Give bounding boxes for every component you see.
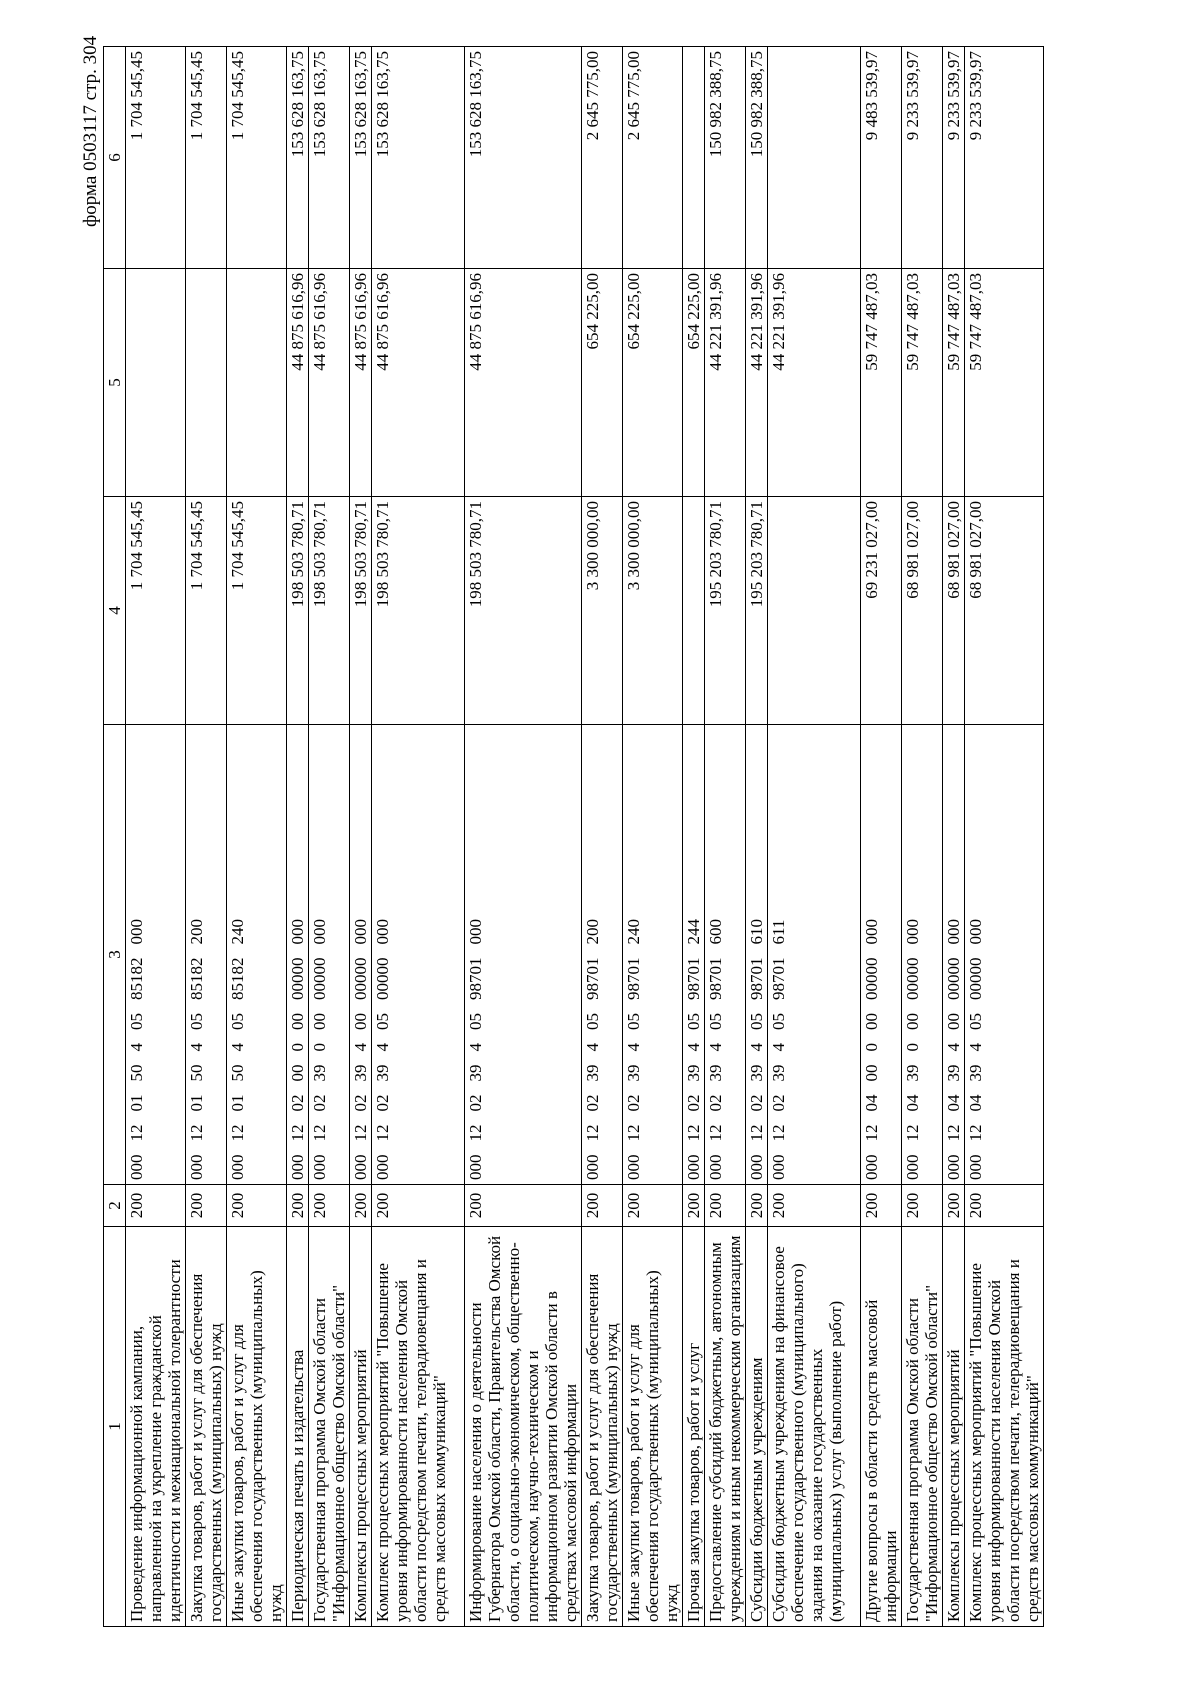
line-code-cell: 200 <box>309 1185 350 1227</box>
executed-amount-cell: 59 747 487,03 <box>902 269 943 497</box>
budget-code-cell <box>943 725 965 1185</box>
row-name: Комплекс процессных мероприятий "Повышение уровня информированности населения Омской области посредством печати, телерадиовещания и средств массовых коммуникаций" <box>966 1259 1042 1622</box>
code-segment: 4 <box>684 1043 703 1052</box>
executed-amount-cell: 44 875 616,96 <box>287 269 309 497</box>
code-segment: 00000 <box>288 957 307 1000</box>
row-name-cell <box>683 1227 705 1627</box>
code-segment: 000 <box>684 1154 703 1180</box>
code-segment: 39 <box>466 1064 485 1082</box>
header-cell: 5 <box>104 269 126 497</box>
code-segment: 05 <box>583 1013 602 1030</box>
line-code-cell: 200 <box>902 1185 943 1227</box>
code-segment: 00 <box>944 1013 963 1030</box>
code-segment: 02 <box>769 1094 788 1112</box>
line-code-cell: 200 <box>126 1185 186 1227</box>
budget-code-cell <box>683 725 705 1185</box>
code-segment: 04 <box>966 1094 985 1112</box>
unexecuted-amount-cell: 153 628 163,75 <box>372 47 465 269</box>
code-segment: 02 <box>351 1094 370 1112</box>
code-segment: 04 <box>944 1094 963 1112</box>
header-cell: 6 <box>104 47 126 269</box>
code-segment: 000 <box>466 919 485 945</box>
code-segment: 4 <box>228 1043 247 1052</box>
budget-code-cell <box>623 725 683 1185</box>
code-segment: 50 <box>127 1064 146 1082</box>
unexecuted-amount-cell: 1 704 545,45 <box>227 47 287 269</box>
code-segment: 39 <box>373 1064 392 1082</box>
code-segment: 05 <box>127 1013 146 1030</box>
approved-amount-cell <box>683 497 705 725</box>
executed-amount-cell: 44 221 391,96 <box>746 269 768 497</box>
code-segment: 4 <box>351 1043 370 1052</box>
line-code-cell: 200 <box>705 1185 746 1227</box>
code-segment: 02 <box>684 1094 703 1112</box>
executed-amount-cell: 44 875 616,96 <box>350 269 372 497</box>
code-segment: 000 <box>288 919 307 945</box>
approved-amount-cell: 198 503 780,71 <box>350 497 372 725</box>
code-segment: 4 <box>706 1043 725 1052</box>
code-segment: 00 <box>903 1013 922 1030</box>
code-segment: 000 <box>466 1154 485 1180</box>
code-segment: 50 <box>187 1064 206 1082</box>
code-segment: 04 <box>903 1094 922 1112</box>
code-segment: 00 <box>862 1064 881 1082</box>
line-code-cell: 200 <box>683 1185 705 1227</box>
code-segment: 000 <box>862 919 881 945</box>
row-name: Государственная программа Омской области "Информационное общество Омской области" <box>903 1284 941 1622</box>
code-segment: 000 <box>747 1154 766 1180</box>
code-segment: 000 <box>310 1154 329 1180</box>
code-segment: 600 <box>706 919 725 945</box>
unexecuted-amount-cell: 2 645 775,00 <box>623 47 683 269</box>
row-name: Субсидии бюджетным учреждениям на финансовое обеспечение государственного (муниципального) задания на оказание государственных (муниципальных) услуг (выполнение работ) <box>769 1246 845 1622</box>
code-segment: 05 <box>624 1013 643 1030</box>
approved-amount-cell: 68 981 027,00 <box>902 497 943 725</box>
code-segment: 000 <box>769 1154 788 1180</box>
table-row <box>372 47 465 1627</box>
form-reference: форма 0503117 стр. 304 <box>80 35 101 227</box>
approved-amount-cell <box>768 497 861 725</box>
approved-amount-cell: 195 203 780,71 <box>746 497 768 725</box>
code-segment: 12 <box>583 1124 602 1142</box>
code-segment: 12 <box>351 1124 370 1142</box>
row-name: Субсидии бюджетным учреждениям <box>747 1357 766 1622</box>
code-segment: 12 <box>466 1124 485 1142</box>
code-segment: 00000 <box>310 957 329 1000</box>
code-segment: 39 <box>351 1064 370 1082</box>
code-segment: 05 <box>769 1013 788 1030</box>
row-name-cell <box>465 1227 582 1627</box>
code-segment: 12 <box>944 1124 963 1142</box>
code-segment: 000 <box>127 919 146 945</box>
approved-amount-cell: 3 300 000,00 <box>623 497 683 725</box>
approved-amount-cell: 198 503 780,71 <box>287 497 309 725</box>
table-row <box>582 47 623 1627</box>
row-name-cell <box>582 1227 623 1627</box>
code-segment: 05 <box>466 1013 485 1030</box>
code-segment: 01 <box>187 1094 206 1112</box>
code-segment: 0 <box>288 1043 307 1052</box>
code-segment: 00000 <box>966 957 985 1000</box>
code-segment: 000 <box>373 1154 392 1180</box>
executed-amount-cell: 654 225,00 <box>683 269 705 497</box>
code-segment: 00000 <box>944 957 963 1000</box>
code-segment: 05 <box>966 1013 985 1030</box>
code-segment: 85182 <box>187 957 206 1000</box>
code-segment: 98701 <box>466 957 485 1000</box>
code-segment: 39 <box>769 1064 788 1082</box>
row-name: Другие вопросы в области средств массовой информации <box>862 1299 900 1622</box>
code-segment: 39 <box>310 1064 329 1082</box>
code-segment: 000 <box>624 1154 643 1180</box>
executed-amount-cell: 59 747 487,03 <box>965 269 1044 497</box>
budget-code-cell <box>902 725 943 1185</box>
code-segment: 0 <box>903 1043 922 1052</box>
code-segment: 12 <box>228 1124 247 1142</box>
budget-code-cell <box>227 725 287 1185</box>
code-segment: 02 <box>466 1094 485 1112</box>
code-segment: 4 <box>373 1043 392 1052</box>
code-segment: 02 <box>288 1094 307 1112</box>
code-segment: 4 <box>187 1043 206 1052</box>
line-code-cell: 200 <box>350 1185 372 1227</box>
code-segment: 05 <box>706 1013 725 1030</box>
row-name: Прочая закупка товаров, работ и услуг <box>684 1342 703 1622</box>
code-segment: 00 <box>288 1064 307 1082</box>
code-segment: 50 <box>228 1064 247 1082</box>
code-segment: 85182 <box>127 957 146 1000</box>
code-segment: 000 <box>228 1154 247 1180</box>
approved-amount-cell: 1 704 545,45 <box>227 497 287 725</box>
code-segment: 39 <box>747 1064 766 1082</box>
code-segment: 05 <box>684 1013 703 1030</box>
unexecuted-amount-cell: 153 628 163,75 <box>465 47 582 269</box>
code-segment: 12 <box>187 1124 206 1142</box>
code-segment: 000 <box>373 919 392 945</box>
approved-amount-cell: 198 503 780,71 <box>309 497 350 725</box>
unexecuted-amount-cell: 1 704 545,45 <box>186 47 227 269</box>
code-segment: 98701 <box>706 957 725 1000</box>
executed-amount-cell: 59 747 487,03 <box>943 269 965 497</box>
approved-amount-cell: 195 203 780,71 <box>705 497 746 725</box>
approved-amount-cell: 198 503 780,71 <box>372 497 465 725</box>
header-cell: 3 <box>104 725 126 1185</box>
line-code-cell: 200 <box>746 1185 768 1227</box>
executed-amount-cell: 44 221 391,96 <box>705 269 746 497</box>
executed-amount-cell <box>126 269 186 497</box>
code-segment: 85182 <box>228 957 247 1000</box>
approved-amount-cell: 3 300 000,00 <box>582 497 623 725</box>
code-segment: 12 <box>706 1124 725 1142</box>
budget-code-cell <box>861 725 902 1185</box>
table-row <box>965 47 1044 1627</box>
budget-code-cell <box>287 725 309 1185</box>
budget-code-cell <box>126 725 186 1185</box>
row-name-cell <box>943 1227 965 1627</box>
executed-amount-cell: 654 225,00 <box>582 269 623 497</box>
code-segment: 000 <box>903 1154 922 1180</box>
row-name-cell <box>287 1227 309 1627</box>
line-code-cell: 200 <box>768 1185 861 1227</box>
code-segment: 200 <box>583 919 602 945</box>
code-segment: 02 <box>624 1094 643 1112</box>
code-segment: 39 <box>966 1064 985 1082</box>
code-segment: 12 <box>310 1124 329 1142</box>
code-segment: 05 <box>187 1013 206 1030</box>
row-name: Закупка товаров, работ и услуг для обеспечения государственных (муниципальных) нужд <box>187 1273 225 1622</box>
code-segment: 39 <box>624 1064 643 1082</box>
code-segment: 00 <box>862 1013 881 1030</box>
line-code-cell: 200 <box>186 1185 227 1227</box>
unexecuted-amount-cell: 150 982 388,75 <box>705 47 746 269</box>
code-segment: 02 <box>310 1094 329 1112</box>
row-name: Проведение информационной кампании, направленной на укрепление гражданской идентичности и межнациональной толерантности <box>127 1259 184 1622</box>
code-segment: 01 <box>127 1094 146 1112</box>
code-segment: 000 <box>583 1154 602 1180</box>
unexecuted-amount-cell <box>683 47 705 269</box>
code-segment: 02 <box>373 1094 392 1112</box>
budget-code-cell <box>350 725 372 1185</box>
code-segment: 000 <box>351 1154 370 1180</box>
header-cell: 4 <box>104 497 126 725</box>
code-segment: 39 <box>944 1064 963 1082</box>
code-segment: 00 <box>288 1013 307 1030</box>
code-segment: 98701 <box>769 957 788 1000</box>
code-segment: 12 <box>903 1124 922 1142</box>
code-segment: 98701 <box>624 957 643 1000</box>
code-segment: 12 <box>966 1124 985 1142</box>
table-row <box>126 47 186 1627</box>
budget-code-cell <box>746 725 768 1185</box>
unexecuted-amount-cell: 9 483 539,97 <box>861 47 902 269</box>
table-row <box>746 47 768 1627</box>
executed-amount-cell: 44 875 616,96 <box>372 269 465 497</box>
code-segment: 000 <box>706 1154 725 1180</box>
code-segment: 000 <box>127 1154 146 1180</box>
code-segment: 4 <box>127 1043 146 1052</box>
header-cell: 1 <box>104 1227 126 1627</box>
line-code-cell: 200 <box>287 1185 309 1227</box>
row-name: Закупка товаров, работ и услуг для обеспечения государственных (муниципальных) нужд <box>583 1273 621 1622</box>
unexecuted-amount-cell: 2 645 775,00 <box>582 47 623 269</box>
code-segment: 12 <box>862 1124 881 1142</box>
unexecuted-amount-cell: 1 704 545,45 <box>126 47 186 269</box>
code-segment: 000 <box>966 919 985 945</box>
code-segment: 12 <box>684 1124 703 1142</box>
code-segment: 39 <box>706 1064 725 1082</box>
row-name-cell <box>623 1227 683 1627</box>
row-name-cell <box>768 1227 861 1627</box>
executed-amount-cell <box>227 269 287 497</box>
code-segment: 000 <box>903 919 922 945</box>
code-segment: 4 <box>624 1043 643 1052</box>
unexecuted-amount-cell: 153 628 163,75 <box>350 47 372 269</box>
unexecuted-amount-cell: 9 233 539,97 <box>965 47 1044 269</box>
table-row <box>350 47 372 1627</box>
code-segment: 04 <box>862 1094 881 1112</box>
code-segment: 000 <box>310 919 329 945</box>
code-segment: 000 <box>862 1154 881 1180</box>
budget-code-cell <box>582 725 623 1185</box>
budget-code-cell <box>465 725 582 1185</box>
code-segment: 12 <box>624 1124 643 1142</box>
line-code-cell: 200 <box>582 1185 623 1227</box>
row-name: Комплексы процессных мероприятий <box>944 1349 963 1622</box>
code-segment: 240 <box>228 919 247 945</box>
table-row <box>227 47 287 1627</box>
code-segment: 000 <box>966 1154 985 1180</box>
budget-code-cell <box>705 725 746 1185</box>
table-row <box>861 47 902 1627</box>
code-segment: 00000 <box>903 957 922 1000</box>
row-name: Предоставление субсидий бюджетным, автономным учреждениям и иным некоммерческим организациям <box>706 1235 744 1622</box>
header-cell: 2 <box>104 1185 126 1227</box>
unexecuted-amount-cell: 9 233 539,97 <box>902 47 943 269</box>
table-row <box>683 47 705 1627</box>
code-segment: 02 <box>583 1094 602 1112</box>
code-segment: 000 <box>944 1154 963 1180</box>
row-name-cell <box>186 1227 227 1627</box>
table-row <box>186 47 227 1627</box>
row-name-cell <box>861 1227 902 1627</box>
code-segment: 610 <box>747 919 766 945</box>
code-segment: 00 <box>310 1013 329 1030</box>
line-code-cell: 200 <box>227 1185 287 1227</box>
budget-code-cell <box>372 725 465 1185</box>
code-segment: 98701 <box>583 957 602 1000</box>
table-row <box>465 47 582 1627</box>
line-code-cell: 200 <box>465 1185 582 1227</box>
executed-amount-cell <box>186 269 227 497</box>
table-row <box>287 47 309 1627</box>
executed-amount-cell: 59 747 487,03 <box>861 269 902 497</box>
code-segment: 02 <box>747 1094 766 1112</box>
code-segment: 05 <box>747 1013 766 1030</box>
unexecuted-amount-cell: 9 233 539,97 <box>943 47 965 269</box>
line-code-cell: 200 <box>943 1185 965 1227</box>
row-name: Информирование населения о деятельности Губернатора Омской области, Правительства Омской области, о социально-экономическом, общественно-политическом, научно-техническом и информационном развитии Омской области в средствах массовой информации <box>466 1235 580 1622</box>
code-segment: 12 <box>288 1124 307 1142</box>
unexecuted-amount-cell: 153 628 163,75 <box>287 47 309 269</box>
row-name-cell <box>705 1227 746 1627</box>
row-name: Комплекс процессных мероприятий "Повышение уровня информированности населения Омской области посредством печати, телерадиовещания и средств массовых коммуникаций" <box>373 1259 449 1622</box>
row-name-cell <box>309 1227 350 1627</box>
table-row <box>623 47 683 1627</box>
executed-amount-cell: 44 875 616,96 <box>309 269 350 497</box>
approved-amount-cell: 1 704 545,45 <box>126 497 186 725</box>
row-name-cell <box>746 1227 768 1627</box>
row-name: Комплексы процессных мероприятий <box>351 1349 370 1622</box>
row-name: Периодическая печать и издательства <box>288 1349 307 1622</box>
code-segment: 4 <box>769 1043 788 1052</box>
table-header-row <box>104 47 126 1627</box>
code-segment: 000 <box>288 1154 307 1180</box>
row-name-cell <box>965 1227 1044 1627</box>
row-name-cell <box>902 1227 943 1627</box>
table-row <box>768 47 861 1627</box>
budget-code-cell <box>186 725 227 1185</box>
code-segment: 0 <box>310 1043 329 1052</box>
report-table <box>103 46 1044 1627</box>
code-segment: 00000 <box>351 957 370 1000</box>
executed-amount-cell: 654 225,00 <box>623 269 683 497</box>
approved-amount-cell: 69 231 027,00 <box>861 497 902 725</box>
code-segment: 000 <box>944 919 963 945</box>
code-segment: 39 <box>684 1064 703 1082</box>
code-segment: 00000 <box>862 957 881 1000</box>
code-segment: 05 <box>373 1013 392 1030</box>
code-segment: 611 <box>769 919 788 945</box>
code-segment: 240 <box>624 919 643 945</box>
code-segment: 98701 <box>684 957 703 1000</box>
code-segment: 4 <box>747 1043 766 1052</box>
unexecuted-amount-cell: 150 982 388,75 <box>746 47 768 269</box>
table-row <box>943 47 965 1627</box>
code-segment: 12 <box>769 1124 788 1142</box>
code-segment: 12 <box>373 1124 392 1142</box>
row-name-cell <box>227 1227 287 1627</box>
code-segment: 000 <box>187 1154 206 1180</box>
row-name: Иные закупки товаров, работ и услуг для обеспечения государственных (муниципальных) нужд <box>228 1270 285 1622</box>
code-segment: 39 <box>903 1064 922 1082</box>
approved-amount-cell: 198 503 780,71 <box>465 497 582 725</box>
code-segment: 200 <box>187 919 206 945</box>
line-code-cell: 200 <box>372 1185 465 1227</box>
row-name-cell <box>126 1227 186 1627</box>
code-segment: 00000 <box>373 957 392 1000</box>
line-code-cell: 200 <box>861 1185 902 1227</box>
approved-amount-cell: 68 981 027,00 <box>965 497 1044 725</box>
unexecuted-amount-cell <box>768 47 861 269</box>
code-segment: 244 <box>684 919 703 945</box>
row-name-cell <box>350 1227 372 1627</box>
code-segment: 000 <box>351 919 370 945</box>
code-segment: 4 <box>944 1043 963 1052</box>
table-row <box>705 47 746 1627</box>
code-segment: 4 <box>583 1043 602 1052</box>
code-segment: 00 <box>351 1013 370 1030</box>
code-segment: 01 <box>228 1094 247 1112</box>
executed-amount-cell: 44 221 391,96 <box>768 269 861 497</box>
code-segment: 02 <box>706 1094 725 1112</box>
budget-code-cell <box>965 725 1044 1185</box>
approved-amount-cell: 1 704 545,45 <box>186 497 227 725</box>
budget-code-cell <box>768 725 861 1185</box>
line-code-cell: 200 <box>623 1185 683 1227</box>
code-segment: 12 <box>747 1124 766 1142</box>
code-segment: 05 <box>228 1013 247 1030</box>
code-segment: 0 <box>862 1043 881 1052</box>
code-segment: 39 <box>583 1064 602 1082</box>
budget-code-cell <box>309 725 350 1185</box>
line-code-cell: 200 <box>965 1185 1044 1227</box>
table-row <box>309 47 350 1627</box>
code-segment: 98701 <box>747 957 766 1000</box>
code-segment: 12 <box>127 1124 146 1142</box>
table-row <box>902 47 943 1627</box>
executed-amount-cell: 44 875 616,96 <box>465 269 582 497</box>
code-segment: 4 <box>466 1043 485 1052</box>
row-name: Иные закупки товаров, работ и услуг для обеспечения государственных (муниципальных) нужд <box>624 1270 681 1622</box>
row-name: Государственная программа Омской области "Информационное общество Омской области" <box>310 1284 348 1622</box>
unexecuted-amount-cell: 153 628 163,75 <box>309 47 350 269</box>
approved-amount-cell: 68 981 027,00 <box>943 497 965 725</box>
code-segment: 4 <box>966 1043 985 1052</box>
row-name-cell <box>372 1227 465 1627</box>
